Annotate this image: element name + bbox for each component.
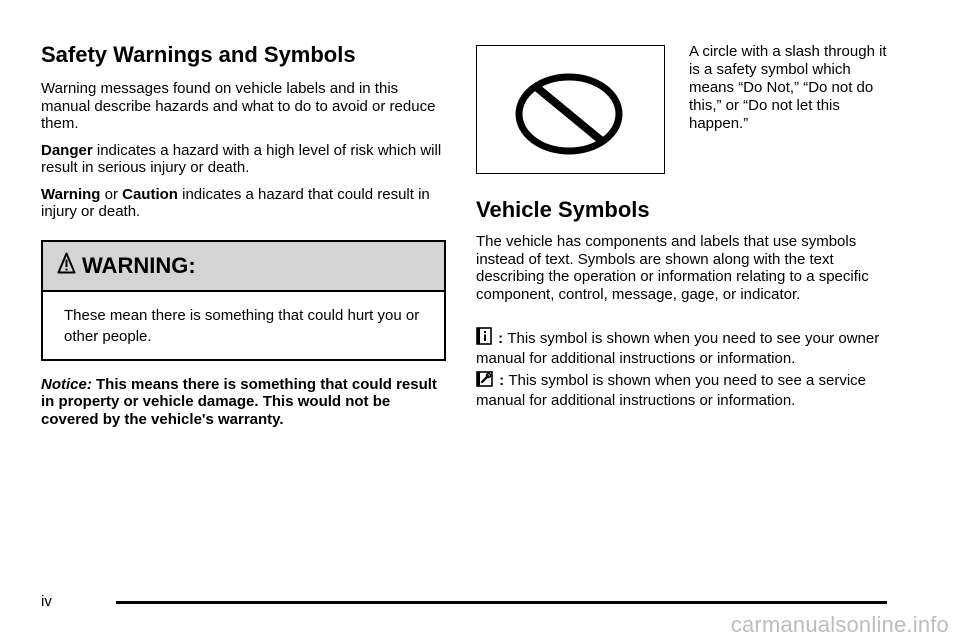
notice-label: Notice: <box>41 375 92 393</box>
danger-paragraph <box>41 142 446 177</box>
manual-text: This symbol is shown when you need to see your owner manual for additional instructions or information. <box>476 330 880 367</box>
warning-box-body: These mean there is something that could hurt you or other people. <box>64 306 420 345</box>
service-manual-paragraph <box>476 371 881 409</box>
service-colon: : <box>495 372 509 389</box>
vehicle-symbols-intro: The vehicle has components and labels that use symbols instead of text. Symbols are shown along with the text describing the operation or information relating to a specific component, control, message, gage, or indicator. <box>476 233 869 303</box>
watermark: carmanualsonline.info <box>730 612 949 637</box>
intro-paragraph: Warning messages found on vehicle labels and in this manual describe hazards and what to do to avoid or reduce them. <box>41 80 436 132</box>
prohibition-symbol-frame <box>476 45 665 174</box>
warning-box-title: WARNING: <box>82 252 196 278</box>
left-column <box>41 40 446 428</box>
or-text: or <box>100 185 123 203</box>
footer-rule <box>116 601 887 604</box>
warning-paragraph <box>41 186 446 221</box>
warning-box-header <box>43 242 444 292</box>
vehicle-symbols-title: Vehicle Symbols <box>476 197 650 222</box>
prohibition-caption: A circle with a slash through it is a safety symbol which means “Do Not,” “Do not do this,” or “Do not let this happen.” <box>689 43 887 132</box>
warning-box <box>41 240 446 361</box>
prohibition-icon <box>513 72 625 156</box>
caution-term: Caution <box>122 185 178 203</box>
owner-manual-paragraph <box>476 327 881 367</box>
service-text: This symbol is shown when you need to see a service manual for additional instructions or information. <box>476 372 867 409</box>
notice-paragraph <box>41 376 446 429</box>
page-number: iv <box>41 593 52 610</box>
service-manual-icon <box>476 371 493 392</box>
notice-text: This means there is something that could result in property or vehicle damage. This would not be covered by the vehicle's warranty. <box>41 375 437 428</box>
warning-text: indicates a hazard that could result in injury or death. <box>41 185 430 220</box>
danger-text: indicates a hazard with a high level of risk which will result in serious injury or death. <box>41 141 442 176</box>
manual-colon: : <box>494 330 508 347</box>
book-icon <box>476 327 492 350</box>
section-title: Safety Warnings and Symbols <box>41 42 356 67</box>
alert-triangle-icon <box>57 252 76 279</box>
danger-term: Danger <box>41 141 93 159</box>
warning-term: Warning <box>41 185 101 203</box>
